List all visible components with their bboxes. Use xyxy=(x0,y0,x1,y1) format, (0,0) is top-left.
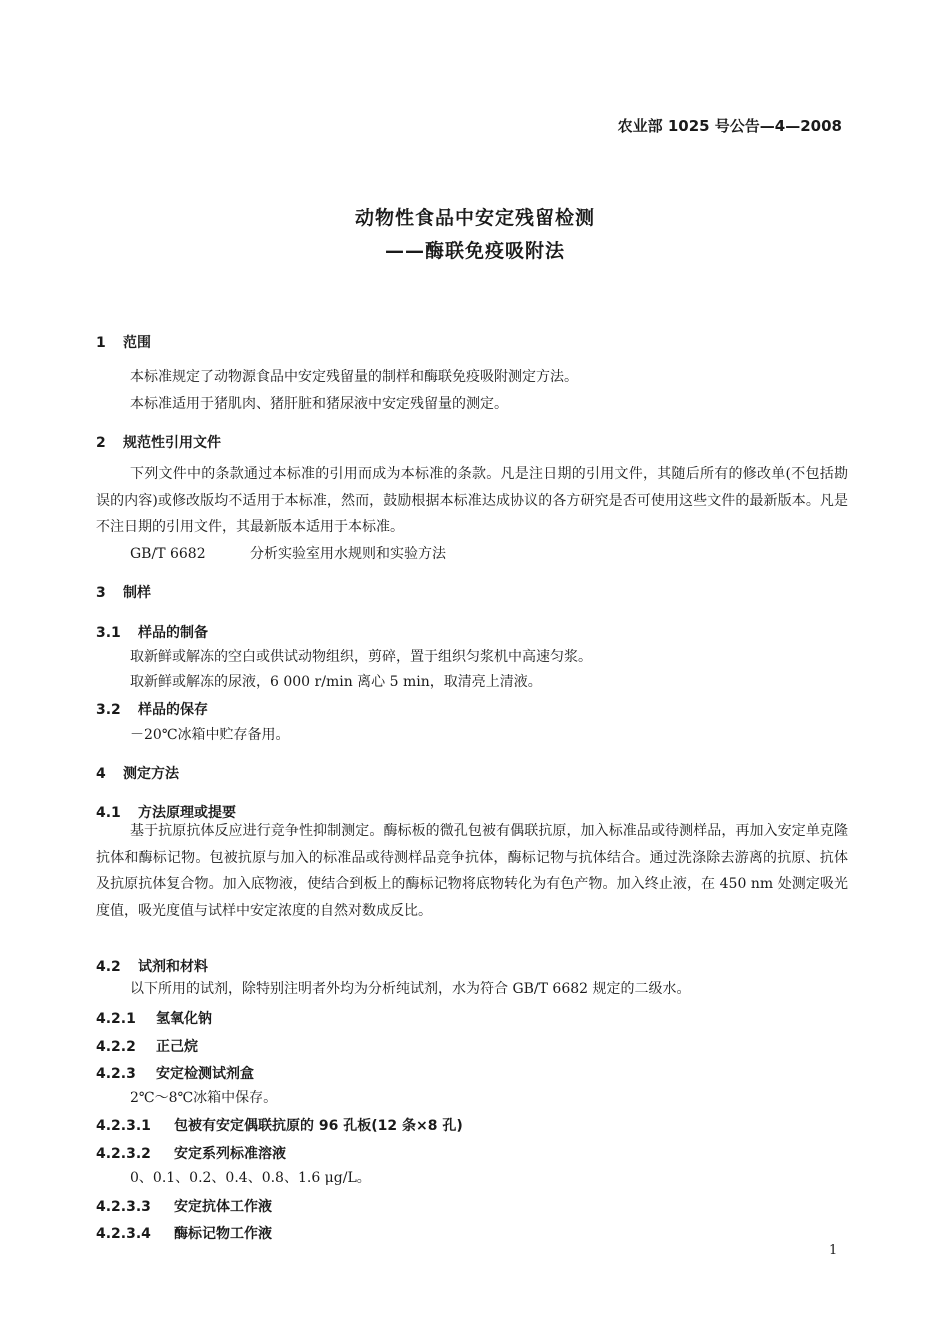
section-4-2-2-heading xyxy=(96,1036,198,1056)
section-number: 4.2.3.3 xyxy=(96,1199,151,1215)
section-3-1-heading xyxy=(96,622,208,642)
section-number: 4.2 xyxy=(96,959,121,975)
section-3-2-heading xyxy=(96,699,208,719)
paragraph: 取新鲜或解冻的尿液，6 000 r/min 离心 5 min，取清亮上清液。 xyxy=(130,674,542,690)
section-number: 1 xyxy=(96,335,106,351)
section-title: 正己烷 xyxy=(156,1039,198,1055)
section-4-2-1-heading xyxy=(96,1008,212,1028)
section-number: 4.2.1 xyxy=(96,1011,136,1027)
section-number: 3.1 xyxy=(96,625,121,641)
section-number: 4.2.3 xyxy=(96,1066,136,1082)
standard-number: 农业部 1025 号公告—4—2008 xyxy=(617,117,842,135)
paragraph: 0、0.1、0.2、0.4、0.8、1.6 μg/L。 xyxy=(130,1170,371,1186)
section-title: 包被有安定偶联抗原的 96 孔板(12 条×8 孔) xyxy=(174,1118,463,1134)
section-title: 样品的制备 xyxy=(138,625,208,641)
reference-title: 分析实验室用水规则和实验方法 xyxy=(250,546,446,562)
section-number: 4.2.3.1 xyxy=(96,1118,151,1134)
paragraph: 取新鲜或解冻的空白或供试动物组织，剪碎，置于组织匀浆机中高速匀浆。 xyxy=(130,649,592,665)
paragraph: 基于抗原抗体反应进行竞争性抑制测定。酶标板的微孔包被有偶联抗原，加入标准品或待测样品，再加入安定单克隆抗体和酶标记物。包被抗原与加入的标准品或待测样品竞争抗体，酶标记物与抗体结合。通过洗涤除去游离的抗原、抗体及抗原抗体复合物。加入底物液，使结合到板上的酶标记物将底物转化为有色产物。加入终止液，在 450 nm 处测定吸光度值，吸光度值与试样中安定浓度的自然对数成反比。 xyxy=(96,823,848,919)
section-number: 3 xyxy=(96,585,106,601)
section-4-2-3-4-heading xyxy=(96,1223,272,1243)
section-4-2-3-2-heading xyxy=(96,1143,286,1163)
section-title: 测定方法 xyxy=(123,766,179,782)
normative-reference xyxy=(130,543,446,563)
section-number: 2 xyxy=(96,435,106,451)
paragraph: －20℃冰箱中贮存备用。 xyxy=(130,727,290,743)
paragraph: 2℃～8℃冰箱中保存。 xyxy=(130,1090,278,1106)
section-title: 安定系列标准溶液 xyxy=(174,1146,286,1162)
section-4-2-3-1-heading xyxy=(96,1115,463,1135)
section-title: 范围 xyxy=(123,335,151,351)
section-number: 4.1 xyxy=(96,805,121,821)
section-4-heading xyxy=(96,763,179,783)
section-4-2-3-3-heading xyxy=(96,1196,272,1216)
reference-code: GB/T 6682 xyxy=(130,546,206,562)
section-4-2-heading xyxy=(96,956,208,976)
section-number: 4.2.2 xyxy=(96,1039,136,1055)
section-title: 酶标记物工作液 xyxy=(174,1226,272,1242)
document-subtitle: ——酶联免疫吸附法 xyxy=(384,240,565,262)
paragraph: 以下所用的试剂，除特别注明者外均为分析纯试剂，水为符合 GB/T 6682 规定的二级水。 xyxy=(130,981,691,997)
paragraph: 本标准规定了动物源食品中安定残留量的制样和酶联免疫吸附测定方法。 xyxy=(130,369,578,385)
section-number: 4.2.3.4 xyxy=(96,1226,151,1242)
section-4-2-3-heading xyxy=(96,1063,254,1083)
section-title: 制样 xyxy=(123,585,151,601)
section-number: 4.2.3.2 xyxy=(96,1146,151,1162)
section-title: 安定检测试剂盒 xyxy=(156,1066,254,1082)
section-title: 样品的保存 xyxy=(138,702,208,718)
section-title: 方法原理或提要 xyxy=(138,805,236,821)
section-2-heading xyxy=(96,432,221,452)
document-title: 动物性食品中安定残留检测 xyxy=(354,207,595,229)
page-number: 1 xyxy=(829,1243,838,1258)
section-number: 3.2 xyxy=(96,702,121,718)
paragraph: 本标准适用于猪肌肉、猪肝脏和猪尿液中安定残留量的测定。 xyxy=(130,396,508,412)
section-3-heading xyxy=(96,582,151,602)
section-title: 安定抗体工作液 xyxy=(174,1199,272,1215)
section-title: 规范性引用文件 xyxy=(123,435,221,451)
paragraph: 下列文件中的条款通过本标准的引用而成为本标准的条款。凡是注日期的引用文件，其随后所有的修改单(不包括勘误的内容)或修改版均不适用于本标准，然而，鼓励根据本标准达成协议的各方研究是否可使用这些文件的最新版本。凡是不注日期的引用文件，其最新版本适用于本标准。 xyxy=(96,466,848,535)
section-number: 4 xyxy=(96,766,106,782)
section-1-heading xyxy=(96,332,151,352)
section-title: 氢氧化钠 xyxy=(156,1011,212,1027)
section-title: 试剂和材料 xyxy=(138,959,208,975)
